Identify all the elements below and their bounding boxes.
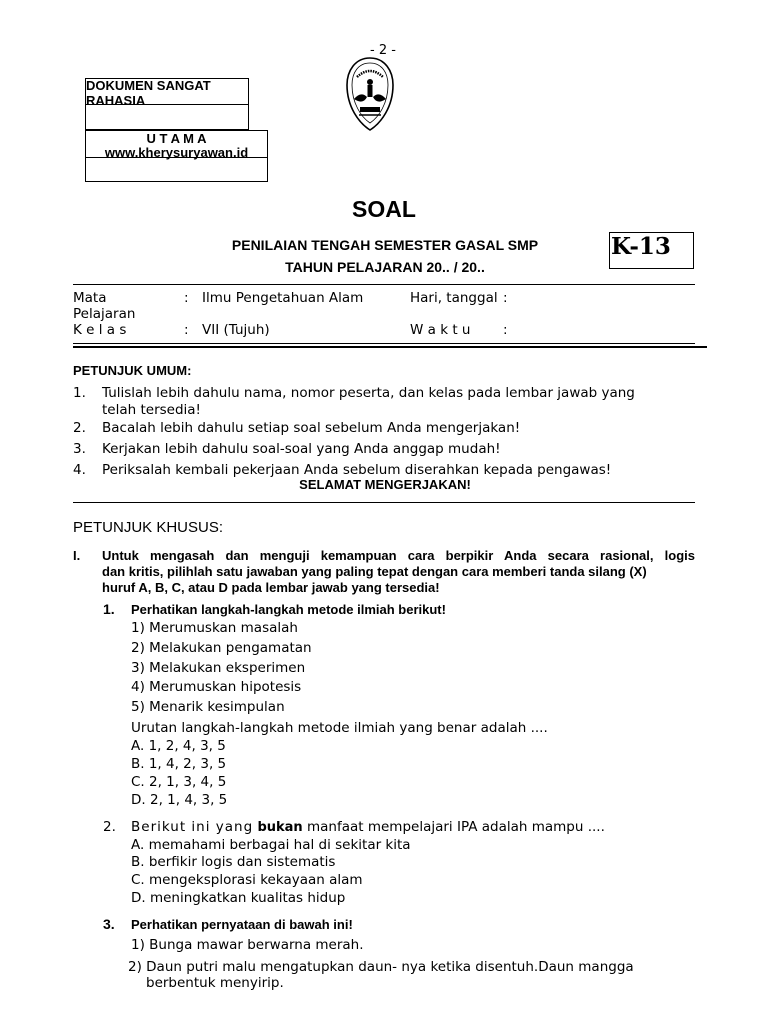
page-number: - 2 - bbox=[370, 43, 396, 58]
class-label: K e l a s bbox=[73, 322, 127, 338]
subject-value: Ilmu Pengetahuan Alam bbox=[202, 290, 364, 306]
utama-box bbox=[85, 130, 268, 182]
list-item: 5) Menarik kesimpulan bbox=[131, 699, 285, 715]
section-instructions-2: dan kritis, pilihlah satu jawaban yang paling tepat dengan cara memberi tanda silang (X) bbox=[102, 564, 647, 579]
answer-option: B. 1, 4, 2, 3, 5 bbox=[131, 756, 227, 772]
instruction-text: Periksalah kembali pekerjaan Anda sebelum diserahkan kepada pengawas! bbox=[102, 462, 612, 478]
utama-label: U T A M A bbox=[146, 131, 207, 146]
tut-wuri-handayani-logo bbox=[345, 55, 395, 133]
class-colon: : bbox=[184, 322, 189, 338]
answer-option: B. berfikir logis dan sistematis bbox=[131, 854, 336, 870]
list-item: 1) Merumuskan masalah bbox=[131, 620, 298, 636]
closing-text: SELAMAT MENGERJAKAN! bbox=[299, 477, 471, 492]
time-label: W a k t u bbox=[410, 322, 471, 338]
question-stem: Perhatikan langkah-langkah metode ilmiah berikut! bbox=[131, 602, 446, 617]
instruction-number: 2. bbox=[73, 420, 86, 436]
answer-option: C. mengeksplorasi kekayaan alam bbox=[131, 872, 363, 888]
section-instructions-3: huruf A, B, C, atau D pada lembar jawab yang tersedia! bbox=[102, 580, 440, 595]
day-date-colon: : bbox=[503, 290, 508, 306]
confidential-label-2: RAHASIA bbox=[86, 93, 146, 108]
instruction-text: Tulislah lebih dahulu nama, nomor peserta, dan kelas pada lembar jawab yang bbox=[102, 385, 635, 401]
subject-label-2: Pelajaran bbox=[73, 306, 136, 322]
list-item: 4) Merumuskan hipotesis bbox=[131, 679, 302, 695]
answer-option: A. memahami berbagai hal di sekitar kita bbox=[131, 837, 411, 853]
subject-label: Mata bbox=[73, 290, 107, 306]
answer-option: D. 2, 1, 4, 3, 5 bbox=[131, 792, 228, 808]
question-text: Urutan langkah-langkah metode ilmiah yang benar adalah .... bbox=[131, 720, 548, 736]
question-stem: Perhatikan pernyataan di bawah ini! bbox=[131, 917, 353, 932]
day-date-label: Hari, tanggal bbox=[410, 290, 498, 306]
question-number: 3. bbox=[103, 916, 115, 932]
question-number: 2. bbox=[103, 819, 116, 835]
section-instructions: Untuk mengasah dan menguji kemampuan cara berpikir Anda secara rasional, logis bbox=[102, 548, 695, 563]
exam-name: PENILAIAN TENGAH SEMESTER GASAL SMP bbox=[231, 237, 539, 253]
answer-option: D. meningkatkan kualitas hidup bbox=[131, 890, 346, 906]
school-year: TAHUN PELAJARAN 20.. / 20.. bbox=[285, 259, 485, 275]
instruction-text-cont: telah tersedia! bbox=[102, 402, 201, 418]
answer-option: C. 2, 1, 3, 4, 5 bbox=[131, 774, 227, 790]
question-stem-post: manfaat mempelajari IPA adalah mampu .... bbox=[306, 819, 605, 835]
curriculum-box bbox=[609, 232, 694, 269]
answer-option: A. 1, 2, 4, 3, 5 bbox=[131, 738, 226, 754]
class-value: VII (Tujuh) bbox=[202, 322, 270, 338]
confidential-box bbox=[85, 78, 249, 130]
subject-colon: : bbox=[184, 290, 189, 306]
instruction-number: 4. bbox=[73, 462, 86, 478]
instruction-text: Kerjakan lebih dahulu soal-soal yang Anda anggap mudah! bbox=[102, 441, 501, 457]
instruction-number: 1. bbox=[73, 385, 86, 401]
website-label: www.kherysuryawan.id bbox=[104, 145, 249, 160]
list-item: 2) Melakukan pengamatan bbox=[131, 640, 312, 656]
instruction-text: Bacalah lebih dahulu setiap soal sebelum Anda mengerjakan! bbox=[102, 420, 521, 436]
question-number: 1. bbox=[103, 601, 115, 617]
statement-item-cont: berbentuk menyirip. bbox=[146, 975, 284, 991]
specific-instructions-heading: PETUNJUK KHUSUS: bbox=[73, 519, 224, 536]
question-stem bbox=[131, 819, 605, 835]
section-number: I. bbox=[73, 548, 81, 563]
statement-item: 1) Bunga mawar berwarna merah. bbox=[131, 937, 364, 953]
question-stem-pre: Berikut ini yang bbox=[131, 819, 254, 835]
question-stem-emphasis: bukan bbox=[257, 820, 303, 835]
time-colon: : bbox=[503, 322, 508, 338]
statement-item: 2) Daun putri malu mengatupkan daun- nya ketika disentuh.Daun mangga bbox=[128, 959, 634, 975]
list-item: 3) Melakukan eksperimen bbox=[131, 660, 306, 676]
general-instructions-heading: PETUNJUK UMUM: bbox=[73, 363, 192, 378]
curriculum-label: K-13 bbox=[611, 233, 671, 260]
confidential-label: DOKUMEN SANGAT bbox=[86, 78, 211, 93]
page-title: SOAL bbox=[352, 196, 416, 222]
instruction-number: 3. bbox=[73, 441, 86, 457]
